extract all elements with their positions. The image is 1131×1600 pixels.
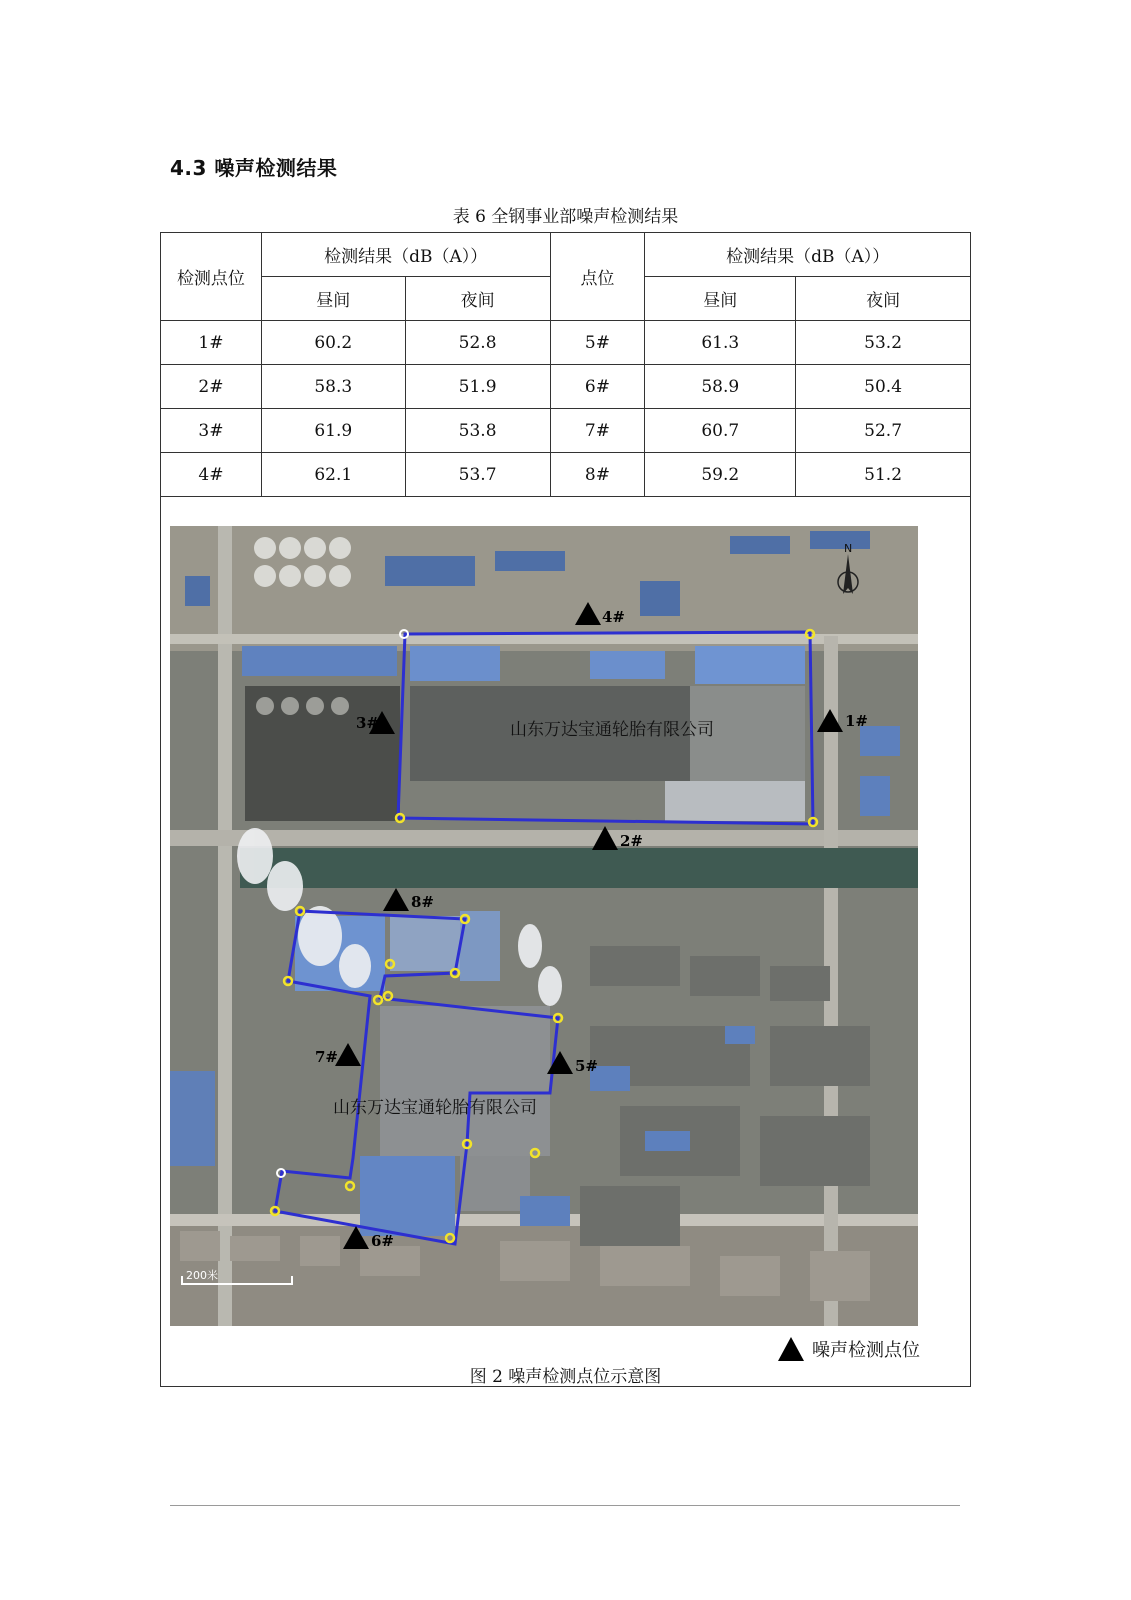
day-value-cell: 61.9 — [261, 409, 405, 453]
table-row — [161, 365, 971, 409]
day-value-cell: 58.9 — [645, 365, 796, 409]
company-label-south: 山东万达宝通轮胎有限公司 — [333, 1098, 537, 1118]
day-value-cell: 60.7 — [645, 409, 796, 453]
day-value-cell: 61.3 — [645, 321, 796, 365]
legend-label: 噪声检测点位 — [812, 1340, 920, 1361]
header-day-left: 昼间 — [261, 277, 405, 321]
night-value-cell: 51.2 — [796, 453, 971, 497]
svg-text:2#: 2# — [620, 832, 644, 850]
night-value-cell: 50.4 — [796, 365, 971, 409]
north-label: N — [844, 542, 853, 555]
point-cell: 7# — [550, 409, 645, 453]
table-row — [161, 409, 971, 453]
header-day-right: 昼间 — [645, 277, 796, 321]
point-cell: 1# — [161, 321, 262, 365]
company-label-north: 山东万达宝通轮胎有限公司 — [510, 720, 714, 740]
svg-text:8#: 8# — [411, 893, 435, 911]
day-value-cell: 58.3 — [261, 365, 405, 409]
table-row — [161, 321, 971, 365]
header-night-left: 夜间 — [405, 277, 550, 321]
night-value-cell: 52.7 — [796, 409, 971, 453]
svg-text:7#: 7# — [315, 1048, 339, 1066]
header-point-left: 检测点位 — [161, 233, 262, 321]
table-row — [161, 453, 971, 497]
header-result-left: 检测结果（dB（A）） — [261, 233, 550, 277]
day-value-cell: 60.2 — [261, 321, 405, 365]
map-legend — [778, 1336, 920, 1362]
night-value-cell: 53.7 — [405, 453, 550, 497]
scale-label: 200米 — [186, 1269, 218, 1282]
point-cell: 5# — [550, 321, 645, 365]
night-value-cell: 52.8 — [405, 321, 550, 365]
night-value-cell: 51.9 — [405, 365, 550, 409]
table-caption: 表 6 全钢事业部噪声检测结果 — [452, 207, 679, 227]
svg-text:6#: 6# — [371, 1232, 395, 1250]
point-cell: 8# — [550, 453, 645, 497]
section-title: 4.3 噪声检测结果 — [170, 156, 338, 180]
svg-text:3#: 3# — [356, 714, 380, 732]
header-point-right: 点位 — [550, 233, 645, 321]
table-header-row — [161, 233, 971, 277]
point-cell: 6# — [550, 365, 645, 409]
svg-text:5#: 5# — [575, 1057, 599, 1075]
figure-caption: 图 2 噪声检测点位示意图 — [469, 1367, 662, 1387]
night-value-cell: 53.2 — [796, 321, 971, 365]
point-cell: 4# — [161, 453, 262, 497]
svg-text:4#: 4# — [602, 608, 626, 626]
point-cell: 3# — [161, 409, 262, 453]
header-result-right: 检测结果（dB（A）） — [645, 233, 971, 277]
header-night-right: 夜间 — [796, 277, 971, 321]
noise-results-table — [160, 232, 971, 497]
svg-text:1#: 1# — [845, 712, 869, 730]
day-value-cell: 62.1 — [261, 453, 405, 497]
day-value-cell: 59.2 — [645, 453, 796, 497]
satellite-map — [170, 526, 918, 1326]
triangle-marker-icon — [778, 1337, 804, 1361]
footer-divider — [170, 1505, 960, 1506]
night-value-cell: 53.8 — [405, 409, 550, 453]
point-cell: 2# — [161, 365, 262, 409]
map-svg — [170, 526, 918, 1326]
